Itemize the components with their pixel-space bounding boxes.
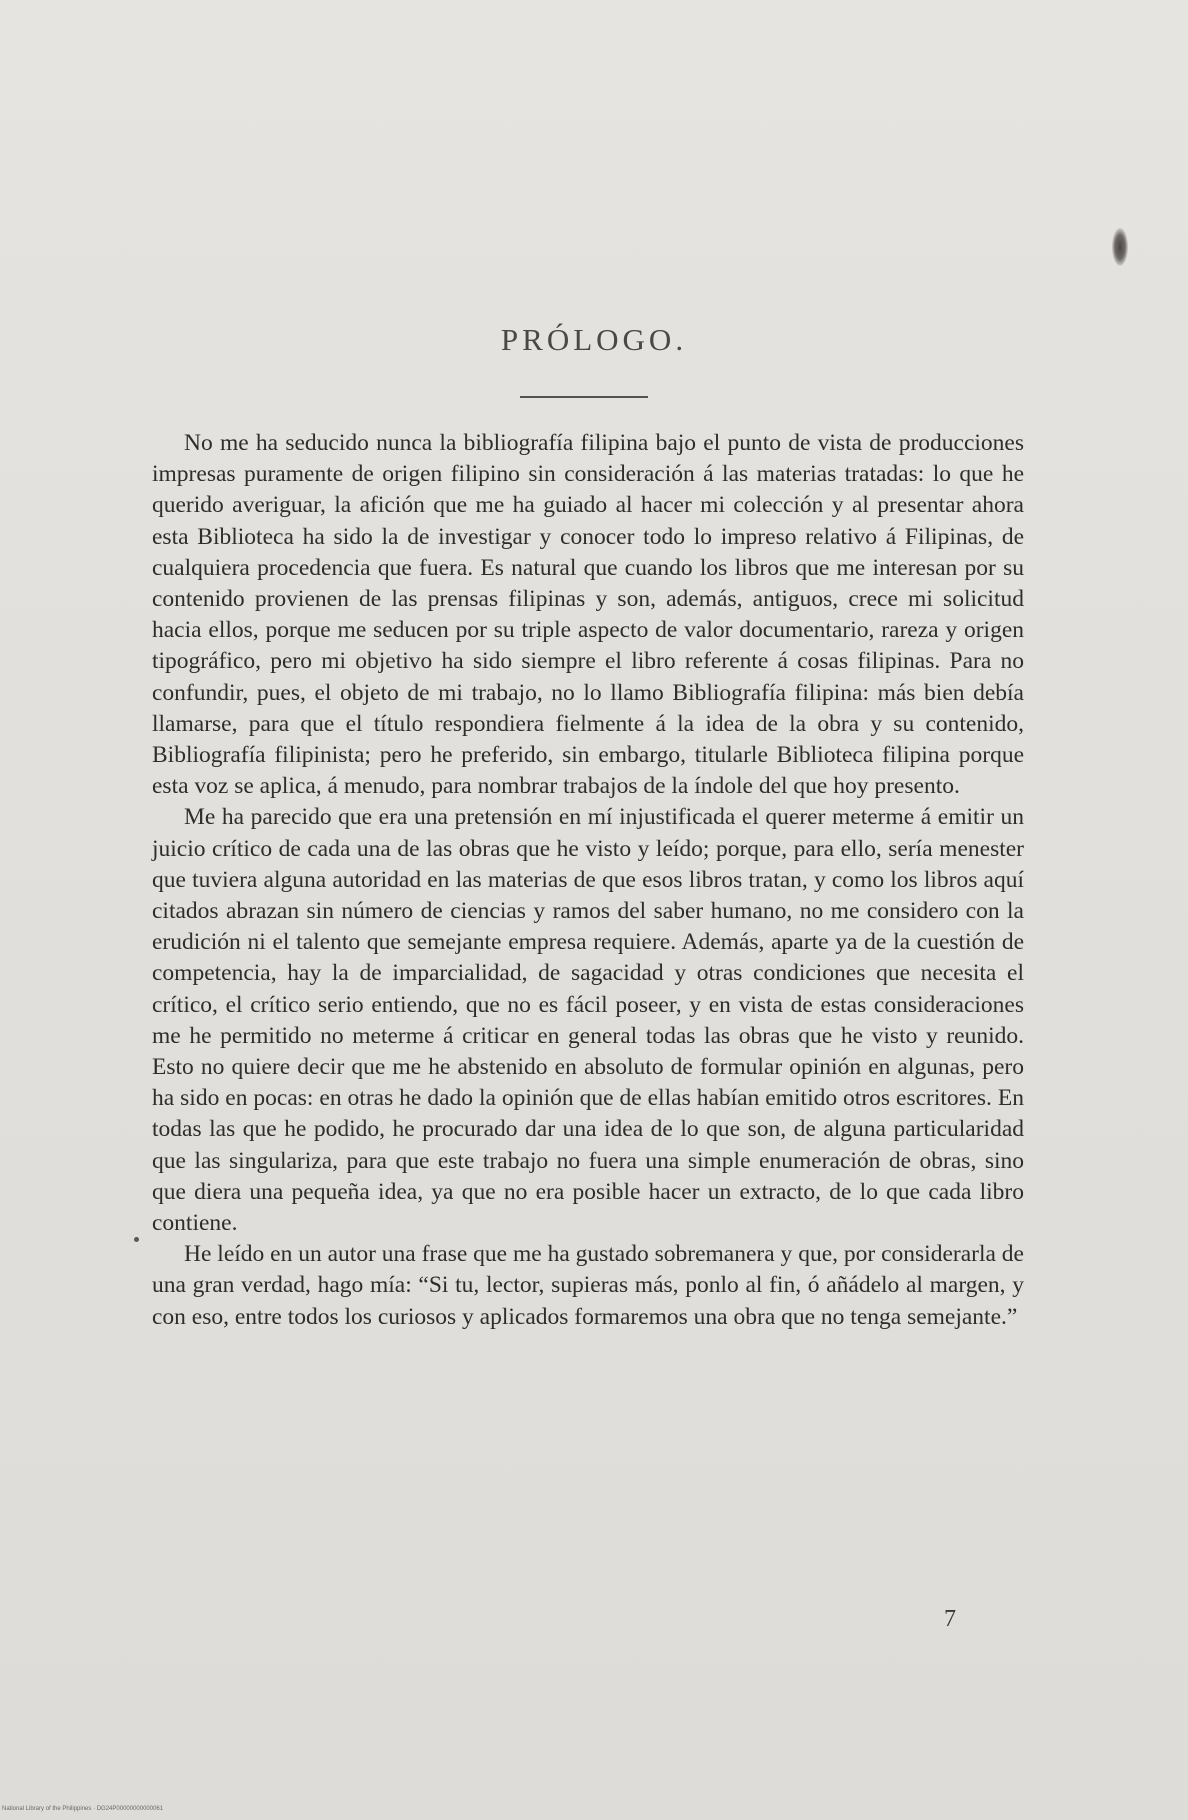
paragraph-3: He leído en un autor una frase que me ha gustado sobremanera y que, por considerarla de una gran verdad, hago mía: “Si tu, lector, supieras más, ponlo al fin, ó añádelo al margen, y con eso, entre todos los curiosos y aplicados formaremos una obra que no tenga semejante.” <box>152 1241 1024 1330</box>
page-title: PRÓLOGO. <box>500 322 688 357</box>
page-number: 7 <box>944 1606 956 1632</box>
paragraph-2: Me ha parecido que era una pretensión en mí injustificada el querer meterme á emitir un juicio crítico de cada una de las obras que he visto y leído; porque, para ello, sería menester que tuviera alguna autoridad en las materias de que esos libros tratan, y como los libros aquí citados abrazan sin número de ciencias y ramos del saber humano, no me considero con la erudición ni el talento que semejante empresa requiere. Además, aparte ya de la cuestión de competencia, hay la de imparcialidad, de sagacidad y otras condiciones que necesita el crítico, el crítico serio entiendo, que no es fácil poseer, y en vista de estas consideraciones me he permitido no meterme á criticar en general todas las obras que he visto y reunido. Esto no quiere decir que me he abstenido en absoluto de formular opinión en algunas, pero ha sido en pocas: en otras he dado la opinión que de ellas habían emitido otros escritores. En todas las que he podido, he procurado dar una idea de lo que son, de alguna particularidad que las singulariza, para que este trabajo no fuera una simple enumeración de obras, sino que diera una pequeña idea, ya que no era posible hacer un extracto, de lo que cada libro contiene. <box>152 804 1024 1237</box>
ink-speck <box>134 1237 139 1242</box>
ink-blot <box>1112 228 1128 266</box>
title-rule <box>520 396 648 398</box>
paragraph-1: No me ha seducido nunca la bibliografía filipina bajo el punto de vista de producciones impresas puramente de origen filipino sin consideración á las materias tratadas: lo que he querido averiguar, la afición que me ha guiado al hacer mi colección y al presentar ahora esta Biblioteca ha sido la de investigar y conocer todo lo impreso relativo á Filipinas, de cualquiera procedencia que fuera. Es natural que cuando los libros que me interesan por su contenido provienen de las prensas filipinas y son, además, antiguos, crece mi solicitud hacia ellos, porque me seducen por su triple aspecto de valor documentario, rareza y origen tipográfico, pero mi objetivo ha sido siempre el libro referente á cosas filipinas. Para no confundir, pues, el objeto de mi trabajo, no lo llamo Bibliografía filipina: más bien debía llamarse, para que el título respondiera fielmente á la idea de la obra y su contenido, Bibliografía filipinista; pero he preferido, sin embargo, titularle Biblioteca filipina porque esta voz se aplica, á menudo, para nombrar trabajos de la índole del que hoy presento. <box>152 430 1024 800</box>
footer-note: National Library of the Philippines · DG24P00000000000061 <box>2 1806 164 1812</box>
prologue-body <box>152 428 1024 1333</box>
